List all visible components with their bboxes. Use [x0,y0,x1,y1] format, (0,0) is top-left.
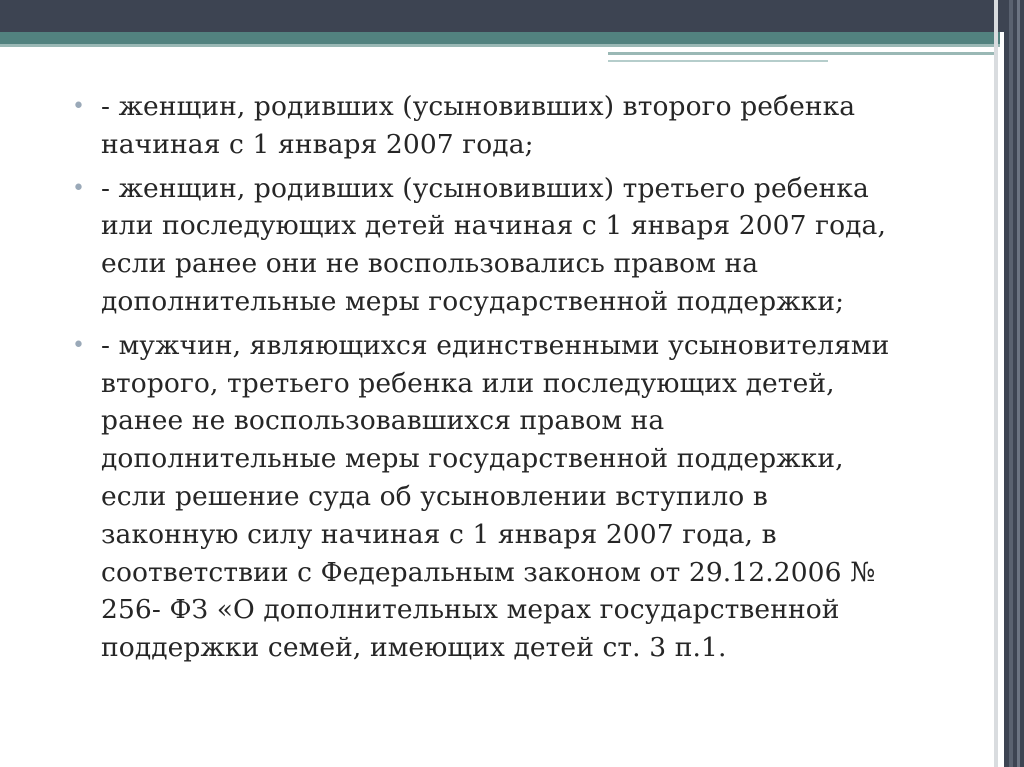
slide-body [70,88,975,673]
right-accent-stripe-inner [1009,0,1013,767]
bullet-icon: • [72,175,86,201]
text-line: 256- ФЗ «О дополнительных мерах государственной [101,594,840,626]
right-accent-bar [1004,0,1024,767]
text-line: ранее не воспользовавшихся правом на [101,405,665,437]
text-line: - женщин, родивших (усыновивших) третьего ребенка [101,172,869,204]
text-line: второго, третьего ребенка или последующих детей, [101,367,835,399]
text-line: - женщин, родивших (усыновивших) второго ребенка [101,91,856,122]
bullet-item-1 [70,88,975,164]
bullet-icon: • [72,94,86,119]
text-line: - мужчин, являющихся единственными усыновителями [101,329,890,361]
header-accent-line [608,52,998,55]
text-line: дополнительные меры государственной поддержки, [101,443,844,475]
text-line: законную силу начиная с 1 января 2007 года, в [101,518,777,550]
text-line: поддержки семей, имеющих детей ст. 3 п.1. [101,632,727,664]
header-band-teal [0,32,1000,44]
text-line: соответствии с Федеральным законом от 29.12.2006 № [101,556,876,588]
bullet-item-2 [70,170,975,321]
bullet-list [70,88,975,667]
text-line: дополнительные меры государственной поддержки; [101,285,845,317]
right-accent-stripe [994,0,998,767]
header-accent-line-short [608,60,828,62]
text-line: или последующих детей начиная с 1 января 2007 года, [101,210,886,242]
header-band-teal-light [0,44,1000,47]
text-line: начиная с 1 января 2007 года; [101,128,534,160]
text-line: если ранее они не воспользовались правом на [101,248,759,280]
text-line: если решение суда об усыновлении вступило в [101,480,768,512]
right-accent-stripe-outer [1017,0,1020,767]
bullet-item-3 [70,327,975,667]
header-band-dark [0,0,1024,32]
bullet-icon: • [72,332,86,358]
